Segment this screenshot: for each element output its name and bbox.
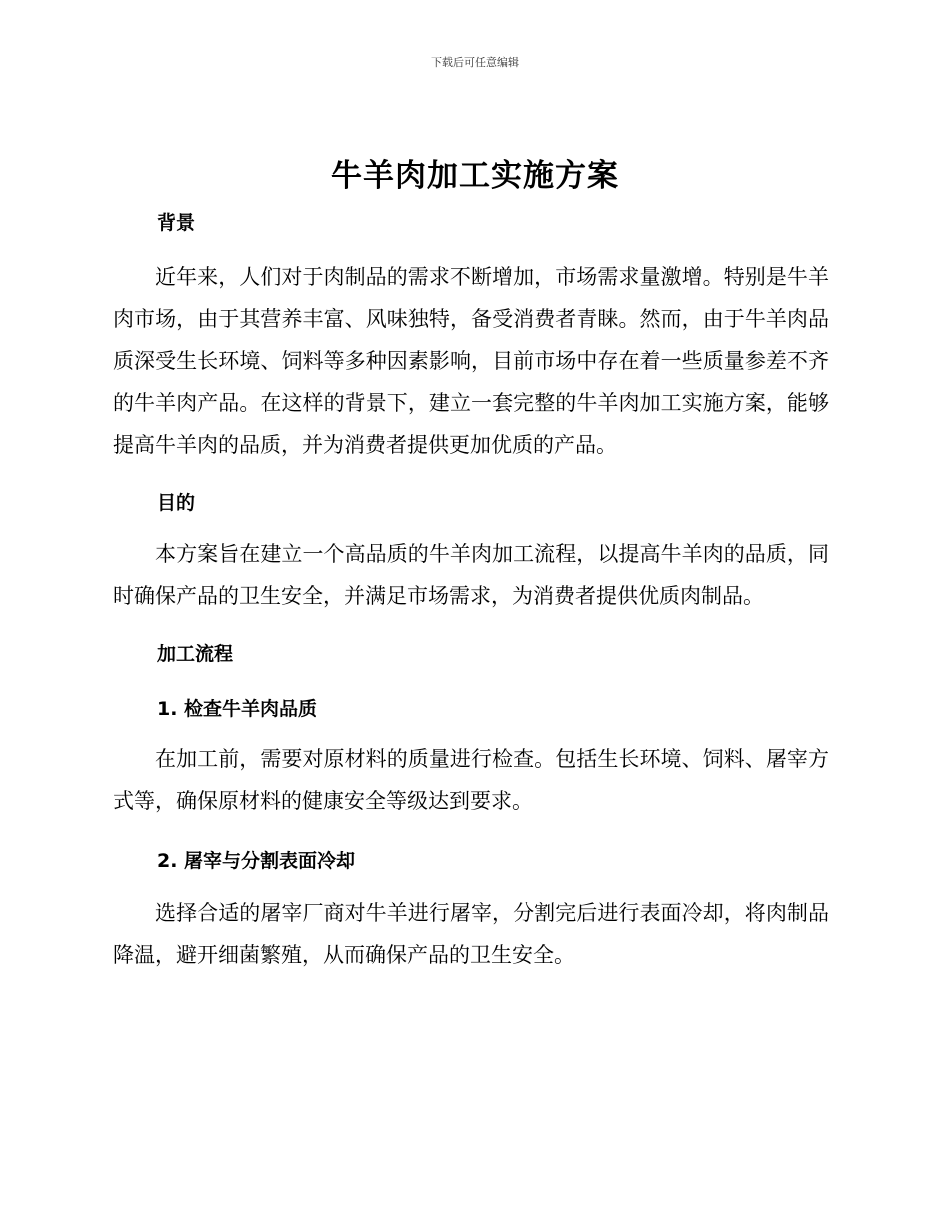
step2-heading: 2. 屠宰与分割表面冷却 [157, 850, 356, 872]
section-heading-background: 背景 [157, 212, 196, 234]
section-heading-process: 加工流程 [157, 643, 234, 665]
paragraph-step2: 选择合适的屠宰厂商对牛羊进行屠宰，分割完后进行表面冷却，将肉制品降温，避开细菌繁殖，从而确保产品的卫生安全。 [113, 901, 829, 967]
paragraph-background: 近年来，人们对于肉制品的需求不断增加，市场需求量激增。特别是牛羊肉市场，由于其营养丰富、风味独特，备受消费者青睐。然而，由于牛羊肉品质深受生长环境、饲料等多种因素影响，目前市场中存在着一些质量参差不齐的牛羊肉产品。在这样的背景下，建立一套完整的牛羊肉加工实施方案，能够提高牛羊肉的品质，并为消费者提供更加优质的产品。 [113, 265, 829, 457]
paragraph-purpose: 本方案旨在建立一个高品质的牛羊肉加工流程，以提高牛羊肉的品质，同时确保产品的卫生安全，并满足市场需求，为消费者提供优质肉制品。 [113, 542, 829, 608]
paragraph-step1: 在加工前，需要对原材料的质量进行检查。包括生长环境、饲料、屠宰方式等，确保原材料的健康安全等级达到要求。 [113, 747, 829, 813]
step1-heading: 1. 检查牛羊肉品质 [157, 698, 318, 720]
section-heading-purpose: 目的 [157, 492, 196, 514]
document-title: 牛羊肉加工实施方案 [331, 158, 619, 194]
header-note: 下载后可任意编辑 [431, 56, 519, 69]
